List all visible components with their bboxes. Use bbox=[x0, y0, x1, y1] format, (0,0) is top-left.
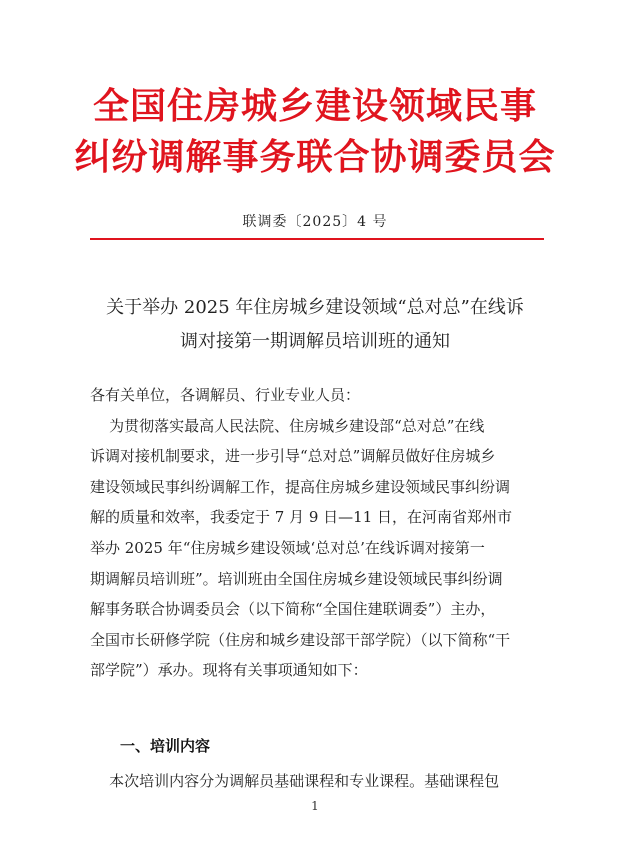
issuing-organization-line-1: 全国住房城乡建设领域民事 bbox=[92, 85, 537, 127]
document-number: 联调委〔2025〕4 号 bbox=[242, 214, 388, 230]
paragraph-line: 全国市长研修学院（住房和城乡建设部干部学院）（以下简称“干 bbox=[90, 630, 511, 649]
paragraph-line: 解事务联合协调委员会（以下简称“全国住建联调委”）主办， bbox=[90, 600, 496, 619]
page-number: 1 bbox=[311, 799, 319, 813]
paragraph-line: 部学院”）承办。现将有关事项通知如下： bbox=[90, 661, 368, 680]
red-separator-line bbox=[90, 238, 544, 240]
section-heading: 一、培训内容 bbox=[120, 737, 211, 755]
paragraph-line: 举办 2025 年“住房城乡建设领域‘总对总’在线诉调对接第一 bbox=[90, 538, 485, 557]
paragraph-line: 解的质量和效率，我委定于 7 月 9 日—11 日，在河南省郑州市 bbox=[90, 508, 513, 527]
body-paragraph bbox=[90, 411, 550, 686]
paragraph-line: 期调解员培训班”。培训班由全国住房城乡建设领域民事纠纷调 bbox=[90, 569, 503, 588]
paragraph-line: 本次培训内容分为调解员基础课程和专业课程。基础课程包 bbox=[90, 772, 500, 790]
issuing-organization-line-2: 纠纷调解事务联合协调委员会 bbox=[74, 136, 556, 178]
section-1-paragraph bbox=[90, 766, 550, 797]
notice-title-line-2: 调对接第一期调解员培训班的通知 bbox=[180, 331, 450, 352]
notice-title-line-1: 关于举办 2025 年住房城乡建设领域“总对总”在线诉 bbox=[106, 297, 524, 318]
salutation: 各有关单位，各调解员、行业专业人员： bbox=[90, 386, 361, 404]
paragraph-line: 为贯彻落实最高人民法院、住房城乡建设部“总对总”在线 bbox=[90, 416, 485, 435]
paragraph-line: 诉调对接机制要求，进一步引导“总对总”调解员做好住房城乡 bbox=[90, 447, 496, 466]
paragraph-line: 建设领域民事纠纷调解工作，提高住房城乡建设领域民事纠纷调 bbox=[90, 477, 511, 496]
